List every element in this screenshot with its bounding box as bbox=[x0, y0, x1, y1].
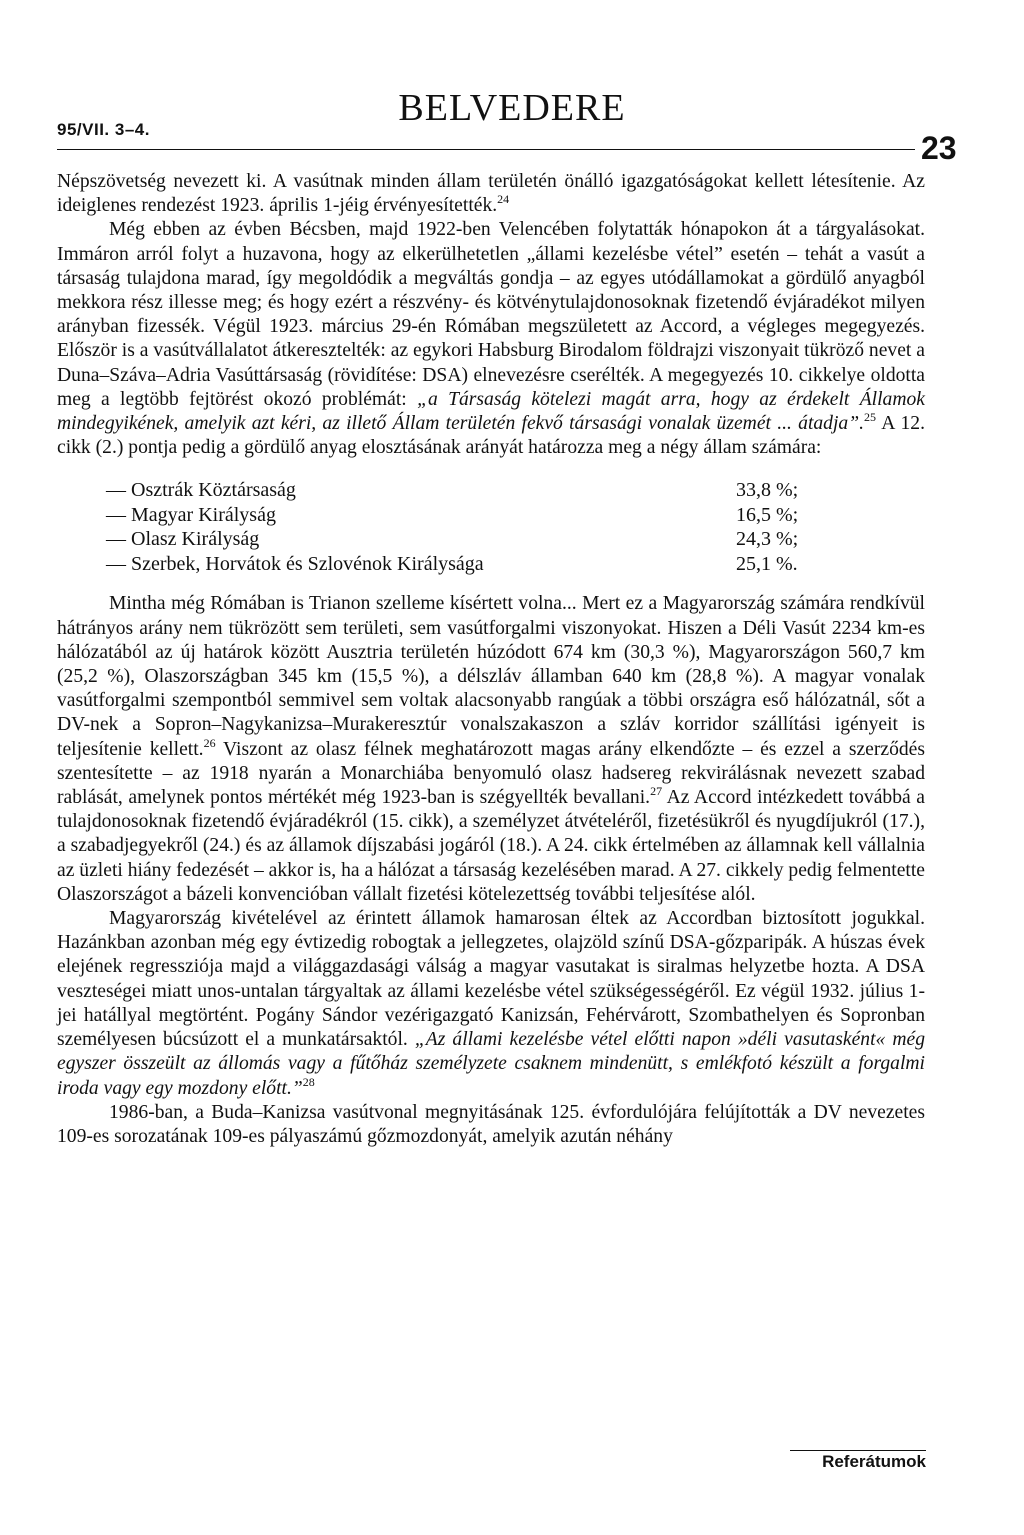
quote: „a Társaság kötelezi magát arra, hogy az érdekelt Államok mindegyikének, amelyik azt kéri, az illető Állam területén fekvő társasági vonalak üzemét ... átadja”. bbox=[57, 388, 925, 435]
issue-label: 95/VII. 3–4. bbox=[57, 120, 150, 139]
paragraph: Magyarország kivételével az érintett államok hamarosan éltek az Accordban biztosított jogukkal. Hazánkban azonban még egy évtizedig robogtak a jellegzetes, olajzöld színű DSA-gőzparipák. A húszas évek elejének regressziója majd a világgazdasági válság a magyar vasutakat is siralmas helyzetbe hozta. A DSA veszteségei miatt unos-untalan tárgyaltak az állami kezelésbe vétel szükségességéről. Ez végül 1932. július 1-jei hatállyal megtörtént. Pogány Sándor vezérigazgató Kanizsán, Fehérvárott, Szombathelyen és Sopronban személyesen búcsúzott el a munkatársaktól. „Az állami kezelésbe vétel előtti napon »déli vasutasként« még egyszer összeült az állomás vagy a fűtőház személyzete csaknem mindenütt, s emlékfotó készült a forgalmi iroda vagy egy mozdony előtt.”$^{28}$ bbox=[57, 908, 925, 1099]
paragraph: Népszövetség nevezett ki. A vasútnak minden állam területén önálló igazgatóságokat kellett létesítenie. Az ideiglenes rendezést 1923. április 1-jéig érvényesítették.$^{24}$ bbox=[57, 171, 925, 217]
list-item: — Olasz Királyság 24,3 %; bbox=[106, 528, 799, 551]
footnote-ref: 28 bbox=[302, 1074, 315, 1089]
article-body bbox=[57, 170, 925, 1149]
quote: „Az állami kezelésbe vétel előtti napon »déli vasutasként« még egyszer összeült az állomás vagy a fűtőház személyzete csaknem mindenütt, s emlékfotó készült a forgalmi iroda vagy egy mozdony előtt.” bbox=[57, 1029, 925, 1099]
footnote-ref: 27 bbox=[650, 784, 663, 799]
list-item: — Szerbek, Horvátok és Szlovénok Királysága 25,1 %. bbox=[106, 552, 798, 575]
list-item: — Magyar Királyság 16,5 %; bbox=[106, 503, 799, 526]
distribution-list bbox=[57, 478, 925, 576]
section-label: Referátumok bbox=[822, 1452, 926, 1471]
list-item: — Osztrák Köztársaság 33,8 %; bbox=[106, 479, 799, 502]
footnote-ref: 25 bbox=[864, 410, 877, 425]
paragraph: 1986-ban, a Buda–Kanizsa vasútvonal megnyitásának 125. évfordulójára felújították a DV nevezetes 109-es sorozatának 109-es pályaszámú gőzmozdonyát, amelyik azután néhány bbox=[57, 1101, 925, 1147]
footer-rule bbox=[790, 1450, 926, 1451]
footnote-ref: 26 bbox=[203, 735, 216, 750]
footnote-ref: 24 bbox=[497, 192, 510, 207]
page-number: 23 bbox=[921, 130, 957, 166]
journal-title: BELVEDERE bbox=[398, 87, 626, 129]
paragraph: Még ebben az évben Bécsben, majd 1922-ben Velencében folytatták hónapokon át a tárgyalásokat. Immáron arról folyt a huzavona, hogy az elkerülhetetlen „állami kezelésbe vétel” esetén – tehát a vasút a társaság tulajdona marad, így megoldódik a megváltás gondja – az egyes utódállamokat a gördülő anyagból mekkora rész illesse meg; és hogy ezért a részvény- és kötvénytulajdonosoknak fizetendő évjáradékot milyen arányban fizessék. Végül 1923. március 29-én Rómában megszületett az Accord, a végleges megegyezés. Először is a vasútvállalatot átkeresztelték: az egykori Habsburg Birodalom földrajzi viszonyait tükröző nevet a Duna–Száva–Adria Vasúttársaság (rövidítése: DSA) elnevezésre cserélték. A megegyezés 10. cikkelye oldotta meg a legtöbb fejtörést okozó problémát: „a Társaság kötelezi magát arra, hogy az érdekelt Államok mindegyikének, amelyik azt kéri, az illető Állam területén fekvő társasági vonalak üzemét ... átadja”.$^{25}$ A 12. cikk (2.) pontja pedig a gördülő anyag elosztásának arányát határozza meg a négy állam számára: bbox=[57, 219, 925, 459]
page-header bbox=[0, 0, 1024, 170]
header-rule bbox=[57, 149, 915, 150]
paragraph: Mintha még Rómában is Trianon szelleme kísértett volna... Mert ez a Magyarország számára rendkívül hátrányos arány nem tükrözött sem területi, sem vasútforgalmi viszonyokat. Hiszen a Déli Vasút 2234 km-es hálózatából az új határok között Ausztria területén húzódott 674 km (30,3 %), Magyarországon 560,7 km (25,2 %), Olaszországban 345 km (15,5 %), a délszláv államban 640 km (28,8 %). A magyar vonalak vasútforgalmi szempontból semmivel sem voltak alacsonyabb rangúak a többi országra eső hálózatnál, sőt a DV-nek a Sopron–Nagykanizsa–Murakeresztúr vonalszakaszon a szláv korridor szállítási igényeit is teljesítenie kellett.$^{26}$ Viszont az olasz félnek meghatározott magas arány elkendőzte – és ezzel a szerződés szentesítette – az 1918 nyarán a Monarchiába benyomuló olasz hadsereg rekvirálásnak nevezett szabad rablását, amelynek pontos mértékét még 1923-ban is szégyellték bevallani.$^{27}$ Az Accord intézkedett továbbá a tulajdonosoknak fizetendő évjáradékról (15. cikk), a személyzet átvételéről, fizetésükről és nyugdíjukról (17.), a szabadjegyekről (24.) és az államok díjszabási jogáról (18.). A 24. cikk értelmében az államnak kell vállalnia az üzleti hiány fedezését – akkor is, ha a hálózat a társaság kezelésében marad. A 27. cikkely pedig felmentette Olaszországot a bázeli konvencióban vállalt fizetési kötelezettség további teljesítése alól. bbox=[57, 593, 925, 905]
